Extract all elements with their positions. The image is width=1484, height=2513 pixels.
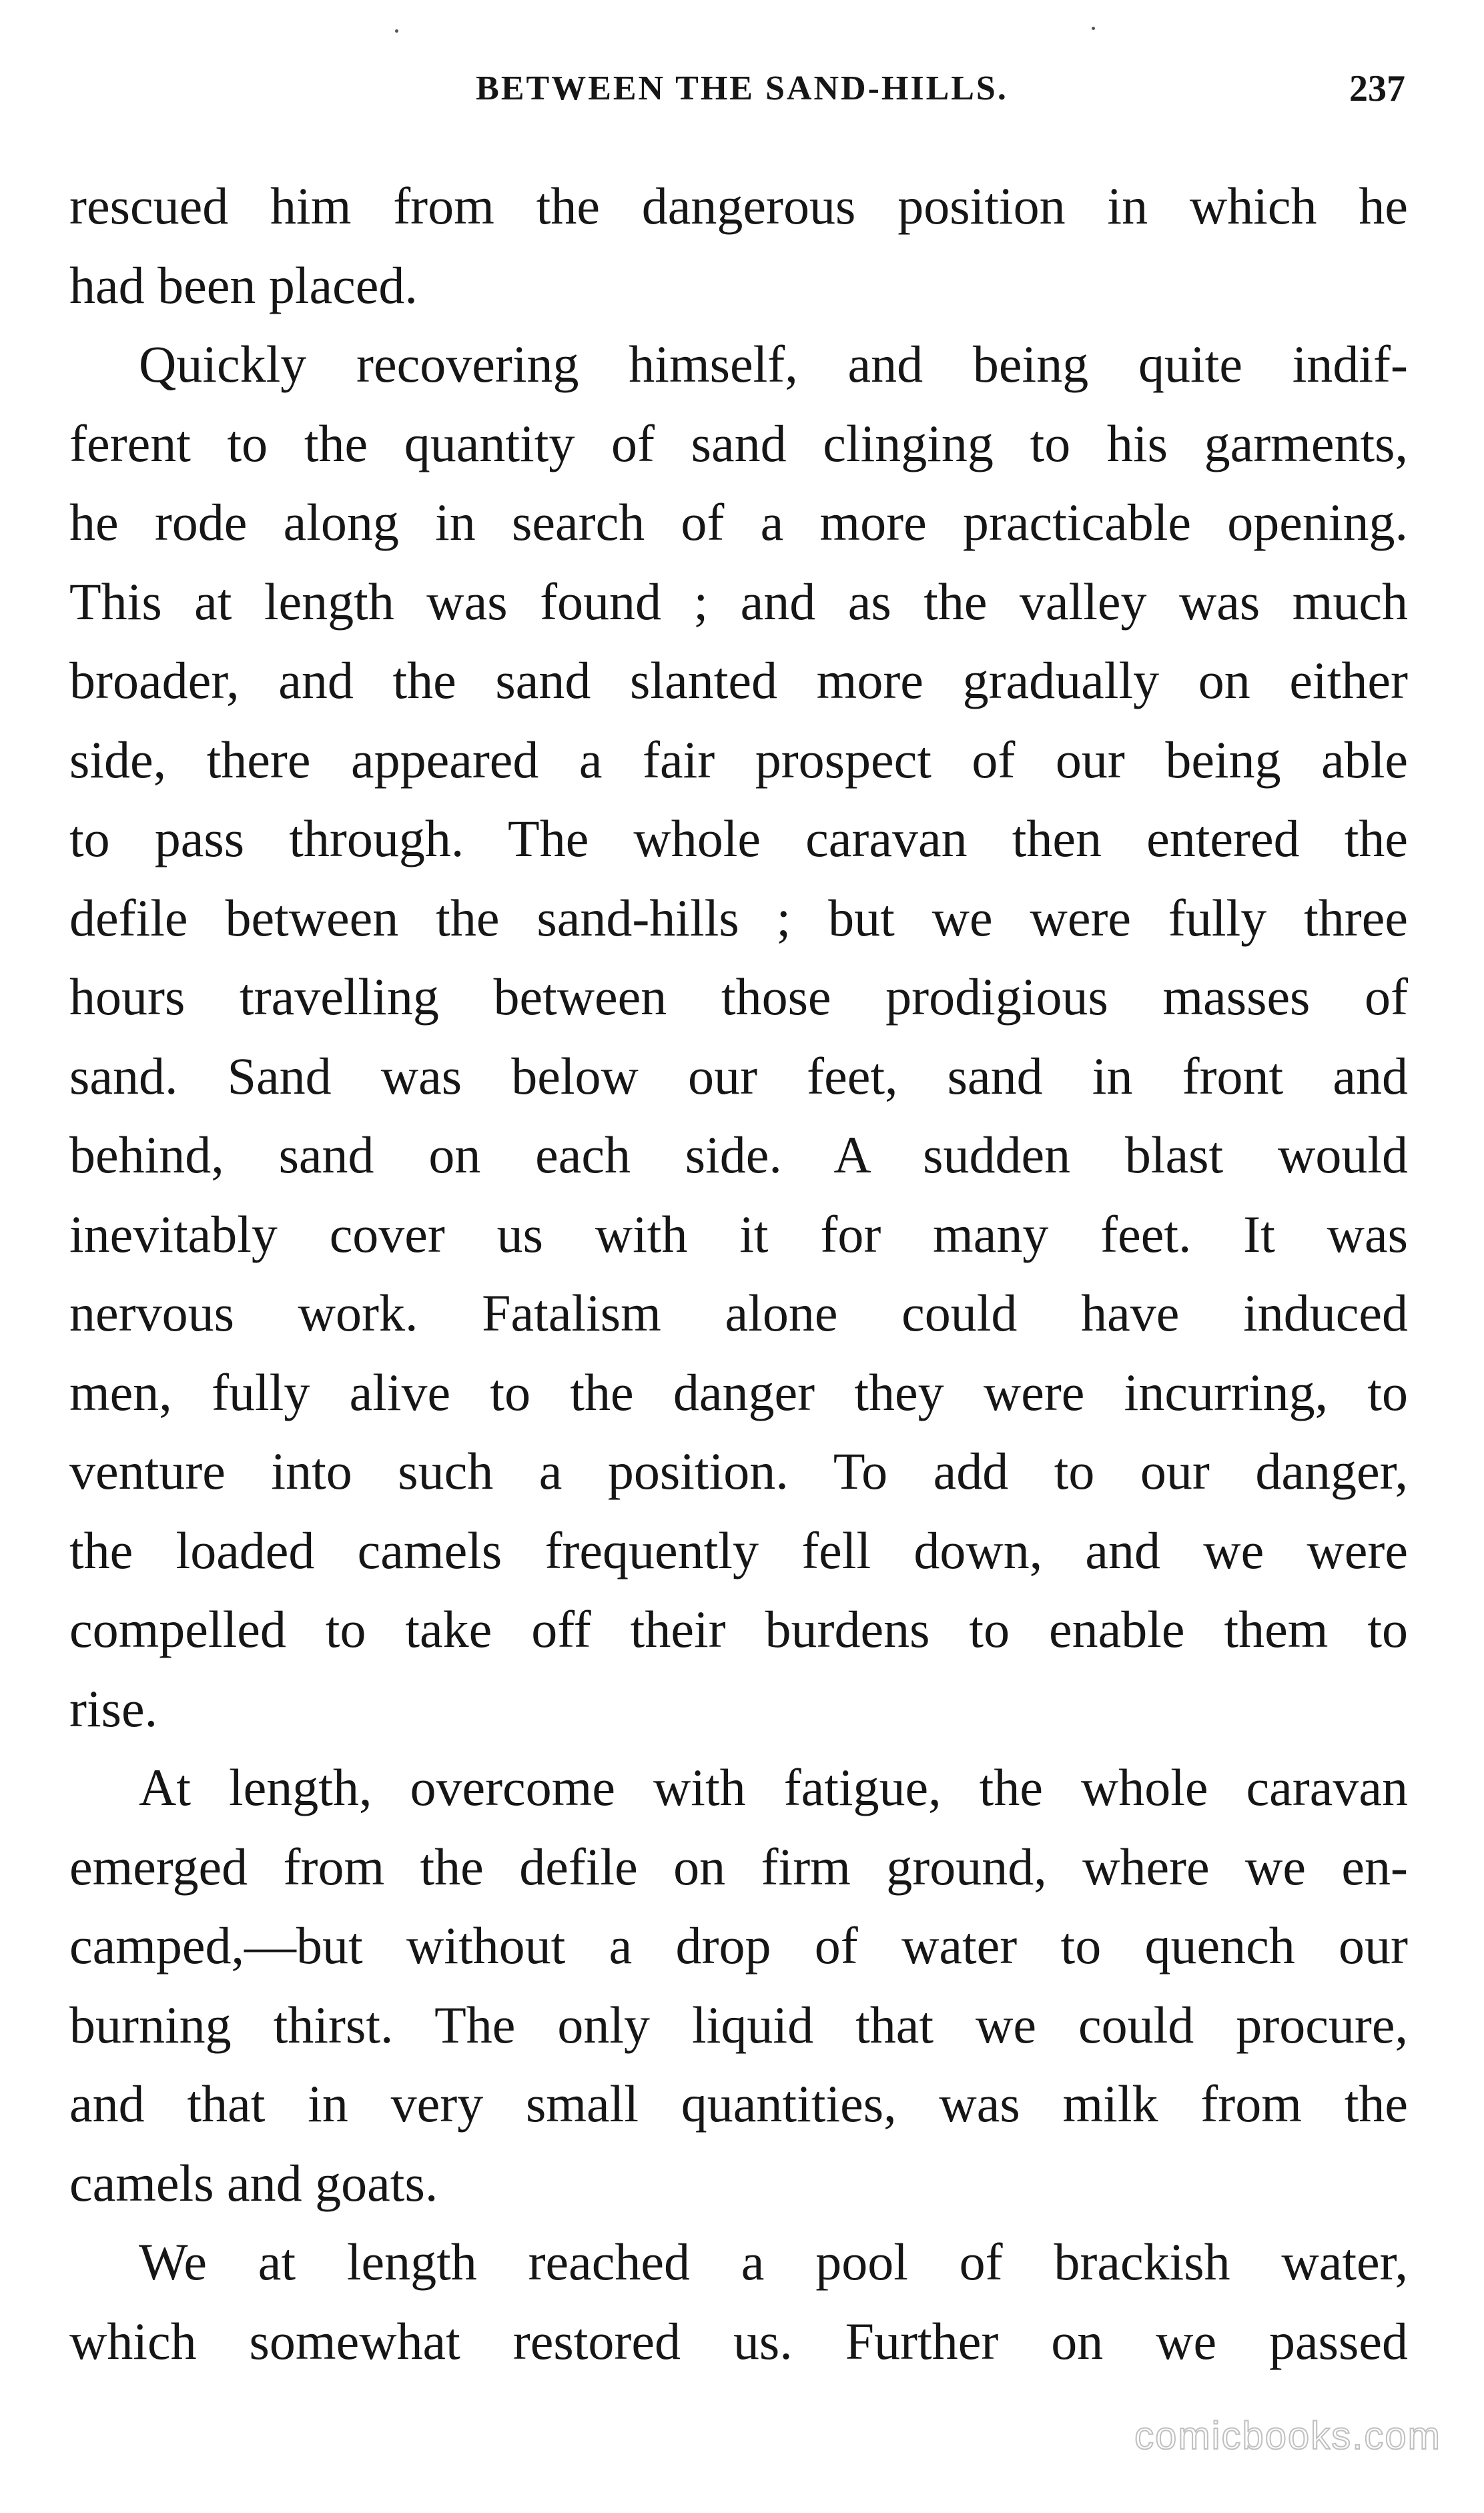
text-line: This at length was found ; and as the valley was much: [69, 572, 1408, 631]
print-speck: [395, 29, 398, 33]
text-line: men, fully alive to the danger they were incurring, to: [69, 1363, 1408, 1421]
text-line: ferent to the quantity of sand clinging to his garments,: [69, 414, 1408, 472]
text-line: behind, sand on each side. A sudden blast would: [69, 1126, 1408, 1184]
text-line: At length, overcome with fatigue, the whole caravan: [139, 1758, 1408, 1816]
text-line: had been placed.: [69, 256, 418, 314]
text-line: to pass through. The whole caravan then entered the: [69, 809, 1408, 867]
text-line: We at length reached a pool of brackish water,: [139, 2233, 1408, 2291]
text-line: rise.: [69, 1679, 158, 1738]
page-header: [0, 59, 1484, 119]
text-line: inevitably cover us with it for many feet. It was: [69, 1204, 1408, 1263]
text-line: compelled to take off their burdens to enable them to: [69, 1600, 1408, 1658]
body-text: [69, 167, 1408, 2381]
text-line: broader, and the sand slanted more gradually on either: [69, 651, 1408, 709]
text-line: which somewhat restored us. Further on we passed: [69, 2311, 1408, 2370]
text-line: Quickly recovering himself, and being quite indif-: [139, 335, 1408, 393]
text-line: defile between the sand-hills ; but we were fully three: [69, 888, 1408, 947]
text-line: emerged from the defile on firm ground, where we en-: [69, 1837, 1408, 1896]
text-line: he rode along in search of a more practicable opening.: [69, 493, 1408, 551]
text-line: venture into such a position. To add to our danger,: [69, 1442, 1408, 1500]
text-line: nervous work. Fatalism alone could have induced: [69, 1284, 1408, 1342]
text-line: burning thirst. The only liquid that we could procure,: [69, 1995, 1408, 2054]
text-line: rescued him from the dangerous position in which he: [69, 177, 1408, 235]
watermark: comicbooks.com: [1134, 2414, 1441, 2458]
text-line: and that in very small quantities, was milk from the: [69, 2075, 1408, 2133]
running-title: BETWEEN THE SAND-HILLS.: [476, 69, 1008, 107]
page-number: 237: [1349, 68, 1405, 109]
text-line: the loaded camels frequently fell down, and we were: [69, 1521, 1408, 1579]
print-speck: [1092, 27, 1095, 30]
text-line: camped,—but without a drop of water to quench our: [69, 1916, 1408, 1974]
text-line: sand. Sand was below our feet, sand in front and: [69, 1046, 1408, 1105]
text-line: camels and goats.: [69, 2153, 438, 2212]
text-line: hours travelling between those prodigious masses of: [69, 968, 1408, 1026]
text-line: side, there appeared a fair prospect of our being able: [69, 730, 1408, 789]
